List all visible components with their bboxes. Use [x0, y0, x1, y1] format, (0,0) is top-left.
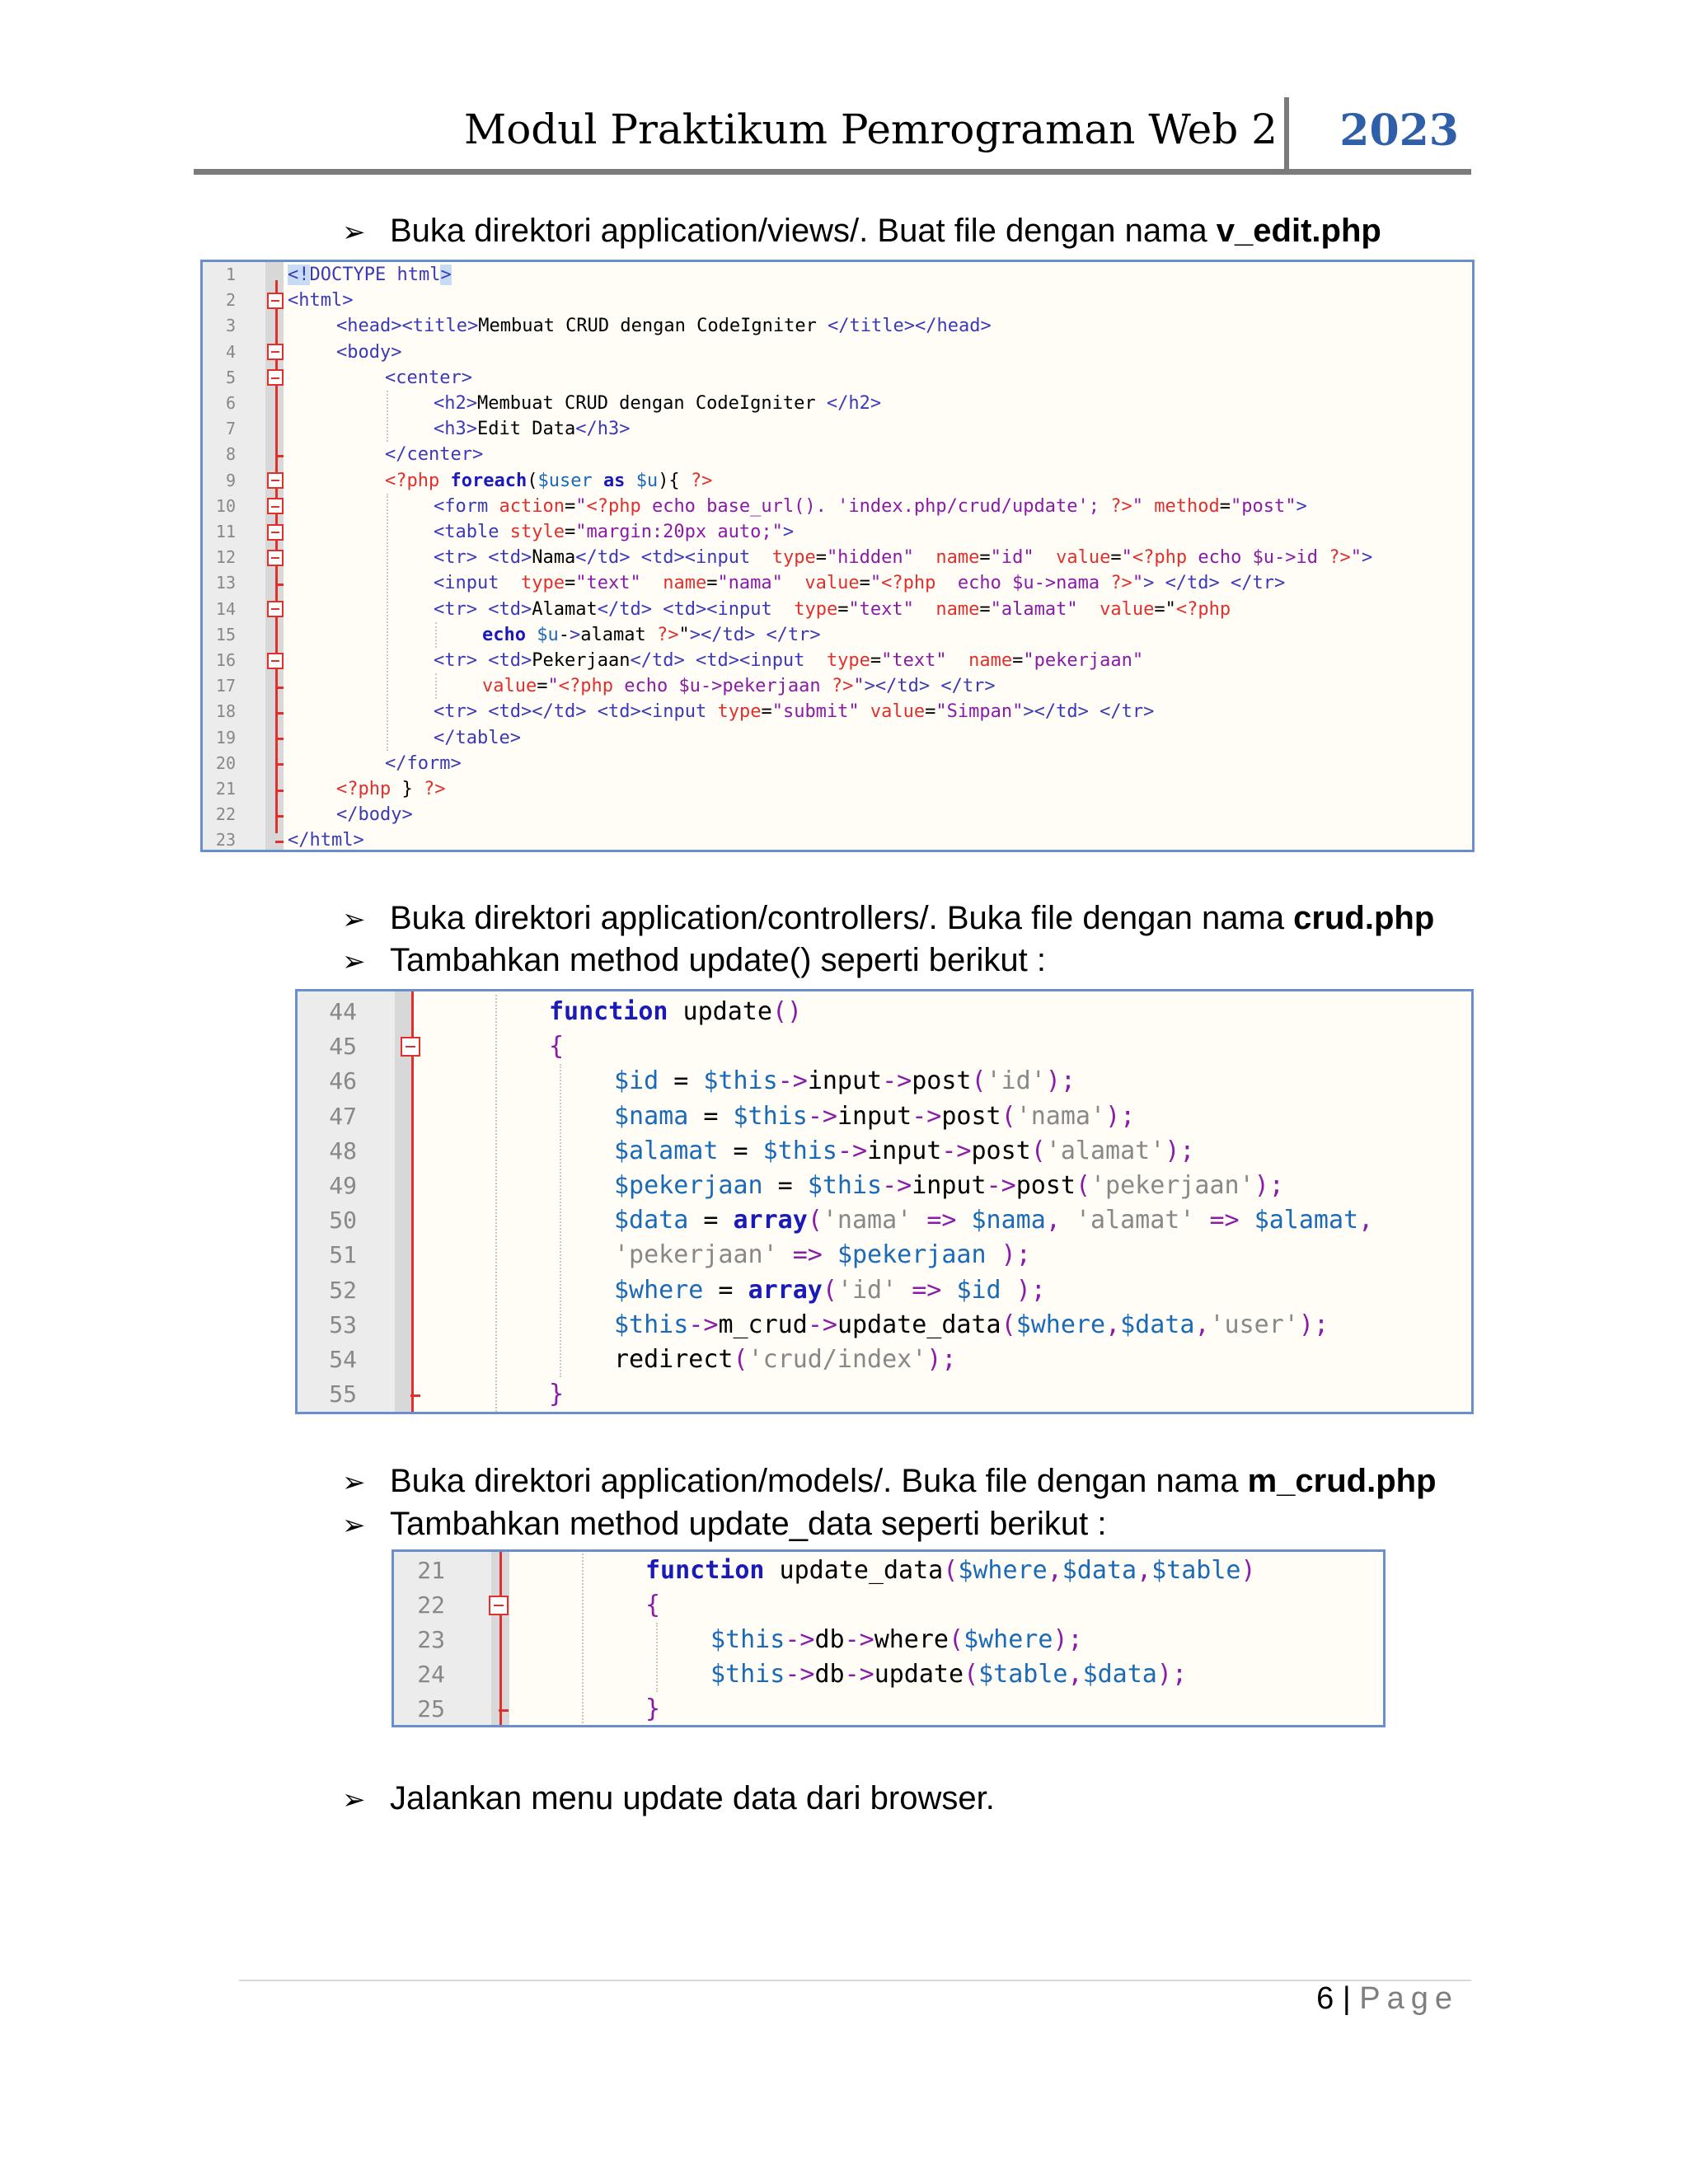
indent-guide — [582, 1554, 584, 1727]
fold-end-marker — [275, 738, 284, 740]
fold-toggle-icon[interactable] — [267, 369, 284, 386]
fold-end-marker — [275, 583, 284, 586]
line-number: 1 — [225, 265, 236, 284]
line-number: 3 — [225, 316, 236, 336]
line-number: 23 — [417, 1626, 445, 1653]
code-line: <tr> <td></td> <td><input type="submit" value="Simpan"></td> </tr> — [434, 701, 1155, 723]
code-line: <table style="margin:20px auto;"> — [434, 522, 795, 542]
code-line: <!DOCTYPE html> — [288, 265, 452, 285]
code-line: <tr> <td>Pekerjaan</td> <td><input type="text" name="pekerjaan" — [434, 650, 1144, 671]
line-number: 50 — [329, 1207, 357, 1235]
code-line: $this->db->where($where); — [710, 1625, 1083, 1654]
page-label: Page — [1359, 1981, 1459, 2016]
code-line: { — [549, 1032, 565, 1062]
instruction-5 — [342, 1506, 1106, 1543]
line-number: 15 — [215, 624, 236, 644]
code-line: value="<?php echo $u->pekerjaan ?>"></td> </tr> — [482, 676, 996, 697]
fold-toggle-icon[interactable] — [267, 472, 284, 489]
code-line: <?php foreach($user as $u){ ?> — [385, 470, 713, 491]
instruction-2 — [342, 900, 1434, 937]
indent-guide — [435, 622, 437, 648]
fold-end-marker — [499, 1709, 509, 1712]
code-view-model-update-data — [392, 1549, 1386, 1727]
instruction-text: Buka direktori application/controllers/. Buka file dengan nama — [390, 900, 1294, 936]
line-number: 8 — [225, 444, 236, 465]
arrow-bullet-icon: ➢ — [342, 216, 366, 249]
instruction-text: Tambahkan method update() seperti berikut : — [390, 942, 1046, 978]
code-line: </body> — [336, 804, 413, 826]
line-number: 48 — [329, 1137, 357, 1165]
fold-line — [499, 1552, 502, 1725]
code-line: </table> — [434, 727, 521, 748]
code-line: $data = array('nama' => $nama, 'alamat' => $alamat, — [614, 1206, 1374, 1235]
code-line: </center> — [385, 444, 484, 466]
code-view-v-edit — [200, 260, 1475, 852]
line-number: 46 — [329, 1067, 357, 1095]
code-line: <tr> <td>Alamat</td> <td><input type="text" name="alamat" value="<?php — [434, 598, 1231, 620]
code-line: } — [645, 1694, 661, 1723]
line-number: 45 — [329, 1033, 357, 1061]
line-number: 21 — [417, 1557, 445, 1584]
line-number: 2 — [225, 290, 236, 311]
line-number: 23 — [215, 830, 236, 851]
instruction-text: Jalankan menu update data dari browser. — [390, 1780, 995, 1816]
line-number: 49 — [329, 1172, 357, 1199]
page-footer — [1236, 1981, 1459, 2017]
code-line: $where = array('id' => $id ); — [614, 1275, 1046, 1305]
code-line: <input type="text" name="nama" value="<?php echo $u->nama ?>"> </td> </tr> — [434, 573, 1286, 594]
page-header-title: Modul Praktikum Pemrograman Web 2 — [464, 105, 1278, 153]
fold-toggle-icon[interactable] — [267, 653, 284, 669]
code-line: echo $u->alamat ?>"></td> </tr> — [482, 624, 821, 645]
arrow-bullet-icon: ➢ — [342, 1466, 366, 1499]
line-number: 18 — [215, 701, 236, 722]
instruction-3 — [342, 942, 1046, 979]
fold-toggle-icon[interactable] — [401, 1037, 420, 1057]
line-number: 6 — [225, 393, 236, 413]
fold-end-marker — [275, 455, 284, 457]
line-number: 21 — [215, 779, 236, 799]
fold-end-marker — [275, 815, 284, 818]
indent-guide — [387, 391, 388, 442]
line-number: 22 — [215, 804, 236, 825]
arrow-bullet-icon: ➢ — [342, 1783, 366, 1816]
code-line: <?php } ?> — [336, 779, 446, 799]
indent-guide — [495, 995, 497, 1412]
code-line: function update() — [549, 997, 803, 1026]
fold-toggle-icon[interactable] — [267, 293, 284, 309]
fold-toggle-icon[interactable] — [267, 601, 284, 617]
line-number: 20 — [215, 752, 236, 773]
line-number: 12 — [215, 547, 236, 568]
instruction-filename: m_crud.php — [1247, 1463, 1437, 1499]
instruction-filename: v_edit.php — [1216, 213, 1381, 249]
code-line: $alamat = $this->input->post('alamat'); — [614, 1136, 1195, 1165]
line-number: 44 — [329, 998, 357, 1025]
line-number: 10 — [215, 495, 236, 516]
line-number: 16 — [215, 650, 236, 670]
fold-toggle-icon[interactable] — [267, 524, 284, 541]
instruction-text: Buka direktori application/models/. Buka file dengan nama — [390, 1463, 1248, 1499]
header-separator — [1284, 97, 1289, 171]
line-number: 53 — [329, 1310, 357, 1338]
page-number: 6 — [1316, 1981, 1334, 2016]
fold-toggle-icon[interactable] — [489, 1596, 509, 1615]
header-rule — [194, 169, 1471, 175]
line-number: 55 — [329, 1380, 357, 1408]
code-line: <head><title>Membuat CRUD dengan CodeIgniter </title></head> — [336, 316, 992, 337]
line-number: 13 — [215, 573, 236, 593]
code-line: $pekerjaan = $this->input->post('pekerjaan'); — [614, 1171, 1284, 1200]
instruction-filename: crud.php — [1293, 900, 1435, 936]
fold-end-marker — [410, 1394, 420, 1397]
code-line: { — [645, 1591, 661, 1619]
line-number: 24 — [417, 1661, 445, 1688]
code-view-controller-update — [295, 989, 1474, 1414]
line-number: 25 — [417, 1695, 445, 1722]
arrow-bullet-icon: ➢ — [342, 1509, 366, 1542]
fold-end-marker — [275, 841, 284, 843]
fold-end-marker — [275, 790, 284, 792]
fold-toggle-icon[interactable] — [267, 344, 284, 360]
footer-separator: | — [1342, 1981, 1351, 2016]
indent-guide — [560, 1064, 561, 1377]
code-line: function update_data($where,$data,$table) — [645, 1556, 1256, 1585]
code-line: $this->m_crud->update_data($where,$data,'user'); — [614, 1310, 1329, 1339]
fold-end-marker — [275, 763, 284, 766]
indent-guide — [387, 494, 388, 751]
code-line: $nama = $this->input->post('nama'); — [614, 1101, 1136, 1131]
line-number: 19 — [215, 727, 236, 748]
code-line: </html> — [288, 830, 364, 851]
line-number: 54 — [329, 1346, 357, 1373]
line-number: 51 — [329, 1241, 357, 1269]
instruction-4 — [342, 1463, 1437, 1500]
code-line: <tr> <td>Nama</td> <td><input type="hidden" name="id" value="<?php echo $u->id ?>"> — [434, 547, 1373, 569]
line-number: 52 — [329, 1276, 357, 1304]
line-number: 14 — [215, 598, 236, 619]
fold-end-marker — [275, 687, 284, 689]
fold-toggle-icon[interactable] — [267, 550, 284, 566]
code-line: 'pekerjaan' => $pekerjaan ); — [614, 1240, 1031, 1270]
indent-guide — [435, 673, 437, 699]
instruction-text: Tambahkan method update_data seperti berikut : — [390, 1506, 1107, 1542]
code-line: $this->db->update($table,$data); — [710, 1660, 1187, 1689]
arrow-bullet-icon: ➢ — [342, 945, 366, 978]
code-line: redirect('crud/index'); — [614, 1345, 957, 1374]
code-line: <form action="<?php echo base_url(). 'index.php/crud/update'; ?>" method="post"> — [434, 495, 1307, 517]
code-line: <h3>Edit Data</h3> — [434, 419, 631, 440]
line-number: 5 — [225, 367, 236, 387]
code-line: <center> — [385, 367, 472, 388]
code-line: $id = $this->input->post('id'); — [614, 1066, 1076, 1096]
line-number: 47 — [329, 1102, 357, 1130]
fold-end-marker — [275, 712, 284, 715]
indent-guide — [656, 1623, 658, 1692]
code-line: <html> — [288, 290, 354, 312]
line-number: 11 — [215, 522, 236, 541]
page-header-year: 2023 — [1339, 105, 1459, 156]
code-line: <body> — [336, 341, 402, 363]
code-line: } — [549, 1380, 565, 1409]
instruction-text: Buka direktori application/views/. Buat file dengan nama — [390, 213, 1217, 249]
instruction-1 — [342, 213, 1381, 250]
line-number: 22 — [417, 1591, 445, 1619]
code-line: </form> — [385, 752, 462, 774]
code-line: <h2>Membuat CRUD dengan CodeIgniter </h2> — [434, 393, 882, 414]
arrow-bullet-icon: ➢ — [342, 903, 366, 936]
fold-toggle-icon[interactable] — [267, 498, 284, 514]
line-number: 9 — [225, 470, 236, 490]
line-number: 7 — [225, 419, 236, 439]
line-number: 17 — [215, 676, 236, 696]
line-number: 4 — [225, 341, 236, 362]
instruction-6 — [342, 1780, 995, 1817]
